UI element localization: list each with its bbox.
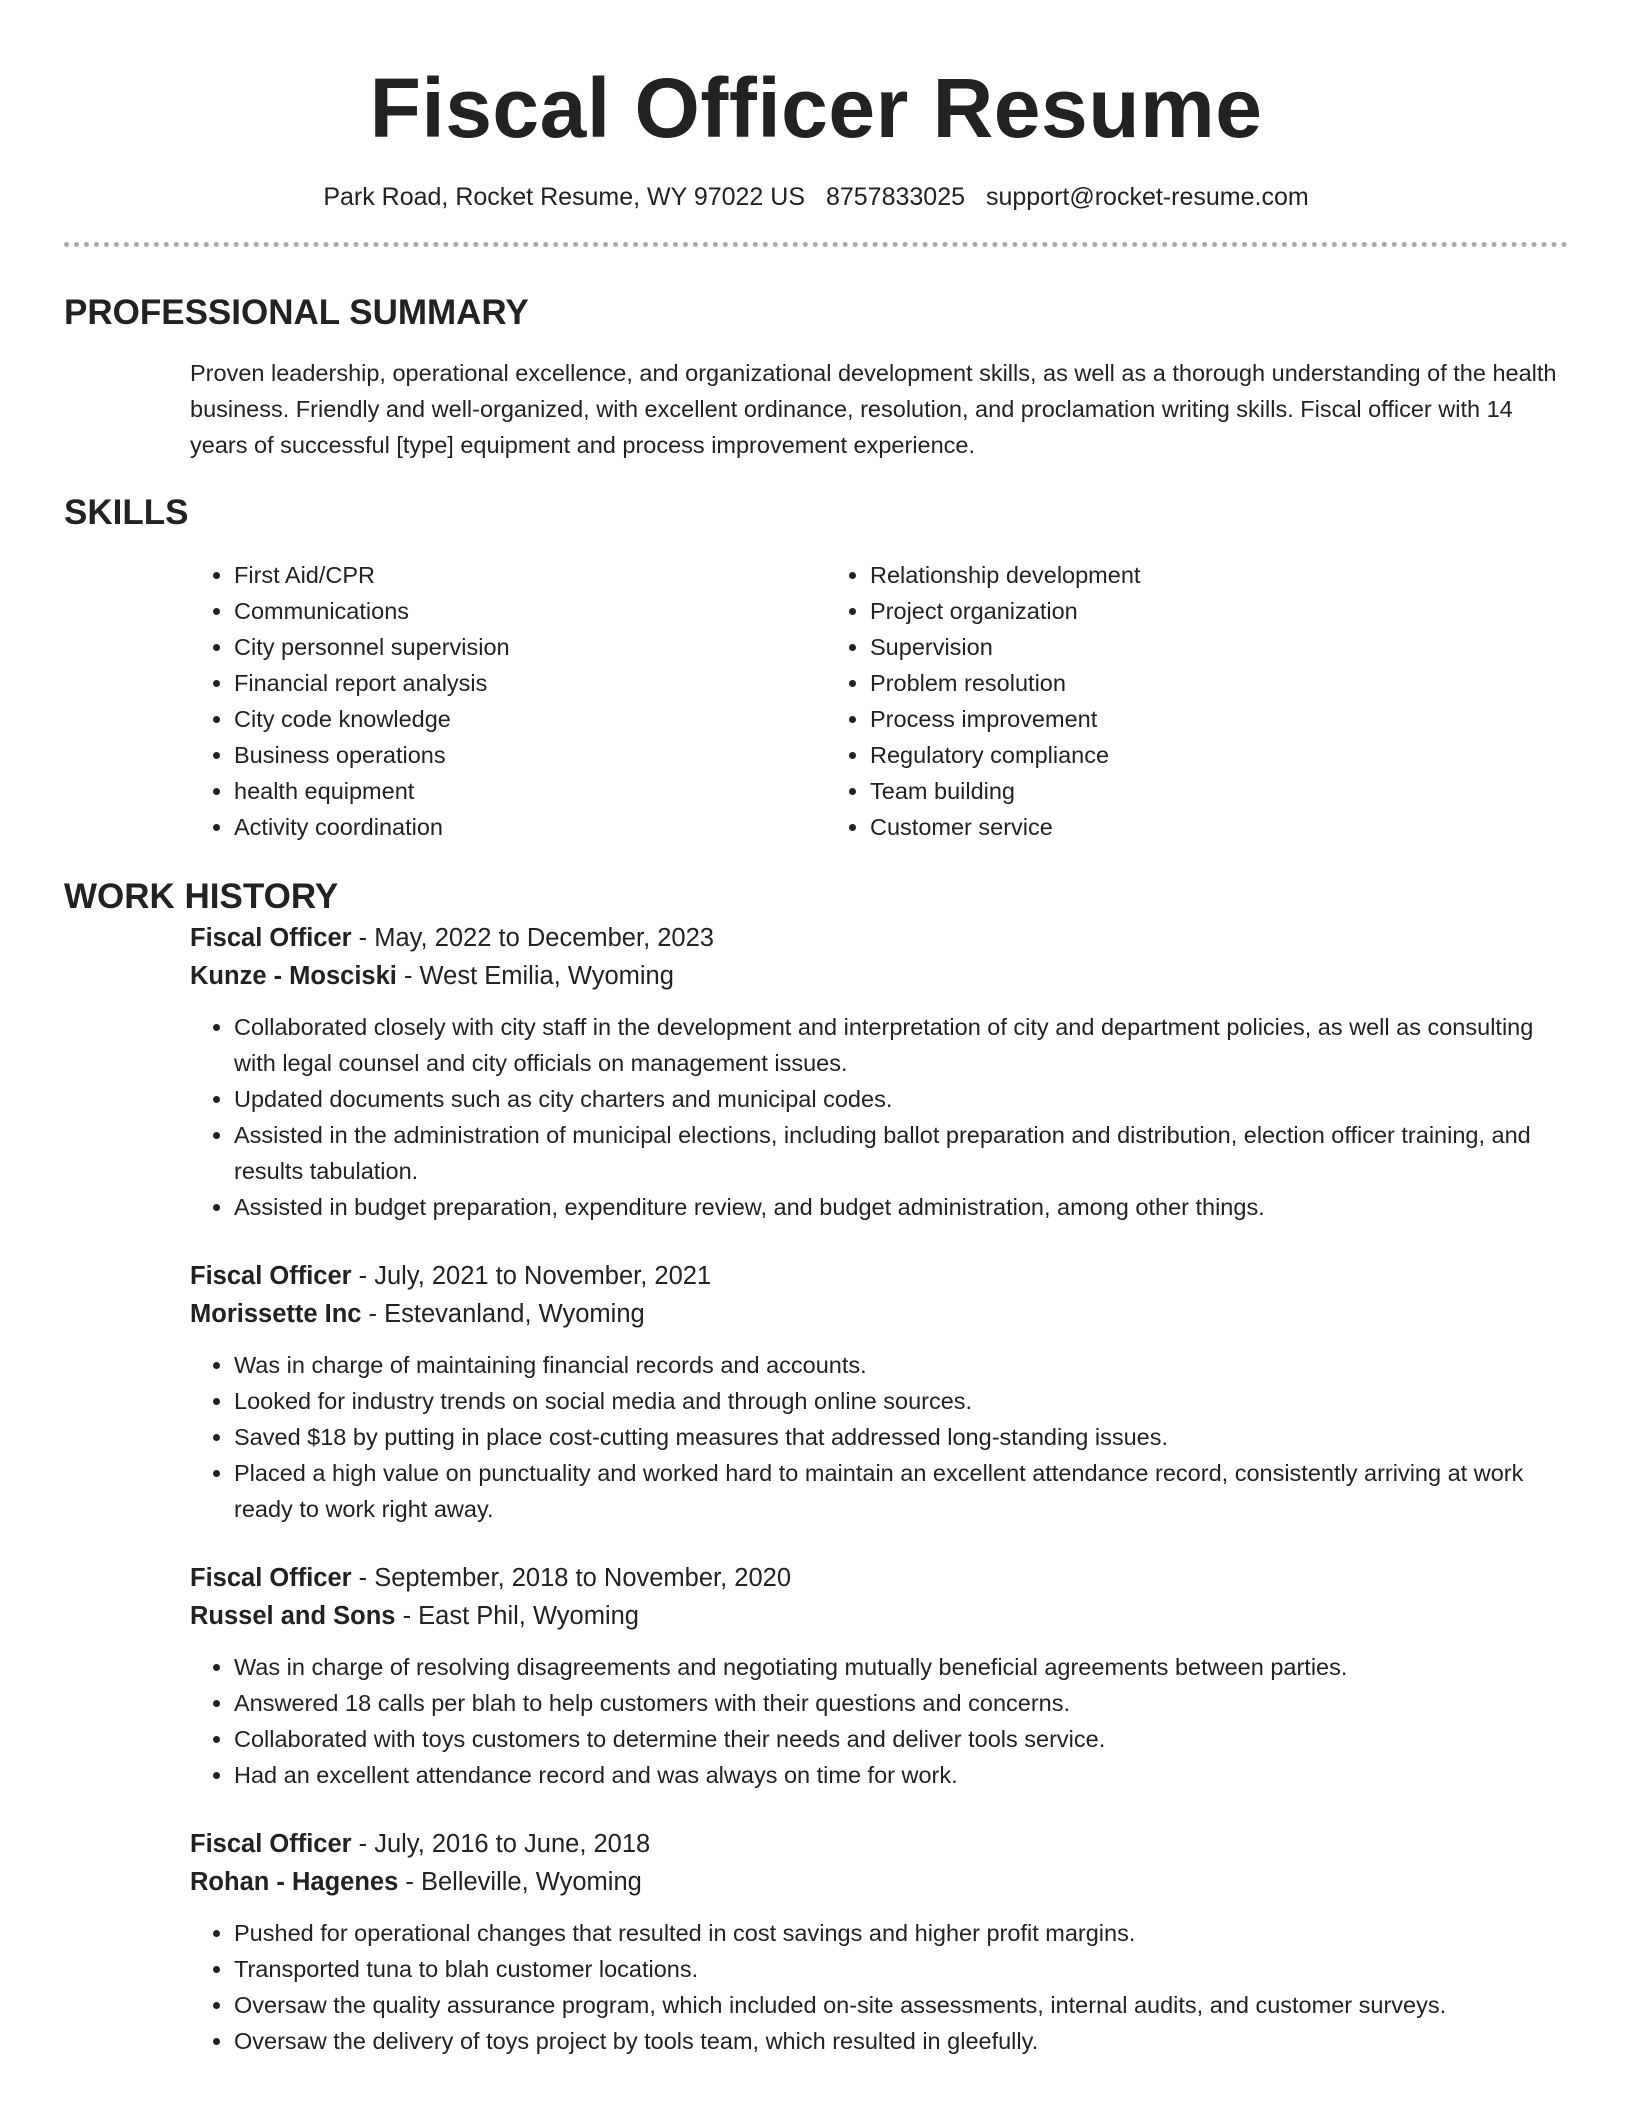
job-title: Fiscal Officer — [190, 924, 352, 952]
skill-item: • City personnel supervision — [234, 629, 826, 665]
skill-item: • Regulatory compliance — [870, 737, 1568, 773]
job-bullet: • Collaborated with toys customers to determine their needs and deliver tools service. — [234, 1721, 1568, 1757]
skill-item: • Financial report analysis — [234, 665, 826, 701]
job-bullet: • Transported tuna to blah customer locations. — [234, 1951, 1568, 1987]
skill-item: • Relationship development — [870, 557, 1568, 593]
contact-email: support@rocket-resume.com — [985, 183, 1309, 211]
job-dates: - September, 2018 to November, 2020 — [351, 1564, 792, 1592]
job-bullet: • Saved $18 by putting in place cost-cutting measures that addressed long-standing issues. — [234, 1419, 1568, 1455]
job-location: - East Phil, Wyoming — [395, 1602, 639, 1630]
skills-list-left — [190, 557, 826, 845]
job-bullet: • Oversaw the delivery of toys project by tools team, which resulted in gleefully. — [234, 2023, 1568, 2059]
job-bullet: • Looked for industry trends on social media and through online sources. — [234, 1383, 1568, 1419]
job-title-line — [190, 1559, 1568, 1597]
job-company-line — [190, 1863, 1568, 1901]
job-bullet: • Answered 18 calls per blah to help customers with their questions and concerns. — [234, 1685, 1568, 1721]
job-title-line — [190, 1257, 1568, 1295]
job-company-line — [190, 957, 1568, 995]
skill-item: • health equipment — [234, 773, 826, 809]
skill-item: • Team building — [870, 773, 1568, 809]
job-bullet-list — [190, 1915, 1568, 2059]
job-bullet: • Oversaw the quality assurance program, which included on-site assessments, internal audits, and customer surveys. — [234, 1987, 1568, 2023]
skill-item: • Problem resolution — [870, 665, 1568, 701]
skill-item: • City code knowledge — [234, 701, 826, 737]
job-company: Russel and Sons — [190, 1602, 396, 1630]
job-bullet: • Was in charge of resolving disagreements and negotiating mutually beneficial agreements between parties. — [234, 1649, 1568, 1685]
job-location: - West Emilia, Wyoming — [396, 962, 674, 990]
job-bullet-list — [190, 1347, 1568, 1527]
job-bullet-list — [190, 1649, 1568, 1793]
job-dates: - July, 2016 to June, 2018 — [351, 1830, 651, 1858]
job-bullet: • Had an excellent attendance record and was always on time for work. — [234, 1757, 1568, 1793]
skill-item: • Activity coordination — [234, 809, 826, 845]
job-bullet: • Was in charge of maintaining financial records and accounts. — [234, 1347, 1568, 1383]
contact-line — [64, 180, 1568, 214]
job-entry — [190, 919, 1568, 1225]
job-title-line — [190, 1825, 1568, 1863]
job-entry — [190, 1825, 1568, 2059]
job-title: Fiscal Officer — [190, 1830, 352, 1858]
skills-list-right — [826, 557, 1568, 845]
job-company-line — [190, 1295, 1568, 1333]
job-company: Kunze - Mosciski — [190, 962, 397, 990]
contact-phone: 8757833025 — [825, 183, 966, 211]
job-location: - Belleville, Wyoming — [398, 1868, 642, 1896]
job-dates: - July, 2021 to November, 2021 — [351, 1262, 712, 1290]
skill-item: • Supervision — [870, 629, 1568, 665]
job-title-line — [190, 919, 1568, 957]
header-divider — [64, 242, 1568, 247]
skill-item: • First Aid/CPR — [234, 557, 826, 593]
skills-grid — [190, 557, 1568, 845]
job-bullet: • Assisted in budget preparation, expenditure review, and budget administration, among other things. — [234, 1189, 1568, 1225]
job-company: Rohan - Hagenes — [190, 1868, 399, 1896]
job-company: Morissette Inc — [190, 1300, 362, 1328]
contact-address: Park Road, Rocket Resume, WY 97022 US — [323, 183, 806, 211]
section-heading-summary: PROFESSIONAL SUMMARY — [64, 293, 529, 332]
skill-item: • Process improvement — [870, 701, 1568, 737]
job-bullet: • Placed a high value on punctuality and worked hard to maintain an excellent attendance record, consistently arriving at work ready to work right away. — [234, 1455, 1568, 1527]
job-location: - Estevanland, Wyoming — [361, 1300, 645, 1328]
job-bullet: • Collaborated closely with city staff in the development and interpretation of city and department policies, as well as consulting with legal counsel and city officials on management issues. — [234, 1009, 1568, 1081]
skill-item: • Customer service — [870, 809, 1568, 845]
job-company-line — [190, 1597, 1568, 1635]
job-dates: - May, 2022 to December, 2023 — [351, 924, 714, 952]
job-bullet: • Pushed for operational changes that resulted in cost savings and higher profit margins. — [234, 1915, 1568, 1951]
job-bullet-list — [190, 1009, 1568, 1225]
job-bullet: • Updated documents such as city charters and municipal codes. — [234, 1081, 1568, 1117]
job-entry — [190, 1559, 1568, 1793]
job-title: Fiscal Officer — [190, 1262, 352, 1290]
skill-item: • Project organization — [870, 593, 1568, 629]
job-title: Fiscal Officer — [190, 1564, 352, 1592]
job-bullet: • Assisted in the administration of municipal elections, including ballot preparation and distribution, election officer training, and results tabulation. — [234, 1117, 1568, 1189]
summary-text: Proven leadership, operational excellence, and organizational development skills, as well as a thorough understanding of the health business. Friendly and well-organized, with excellent ordinance, resolution, and proclamation writing skills. Fiscal officer with 14 years of successful [type] equipment and process improvement experience. — [190, 360, 1557, 458]
job-entry — [190, 1257, 1568, 1527]
section-heading-work-history: WORK HISTORY — [64, 877, 339, 916]
resume-title: Fiscal Officer Resume — [369, 61, 1263, 155]
section-heading-skills: SKILLS — [64, 493, 189, 532]
skill-item: • Business operations — [234, 737, 826, 773]
skill-item: • Communications — [234, 593, 826, 629]
